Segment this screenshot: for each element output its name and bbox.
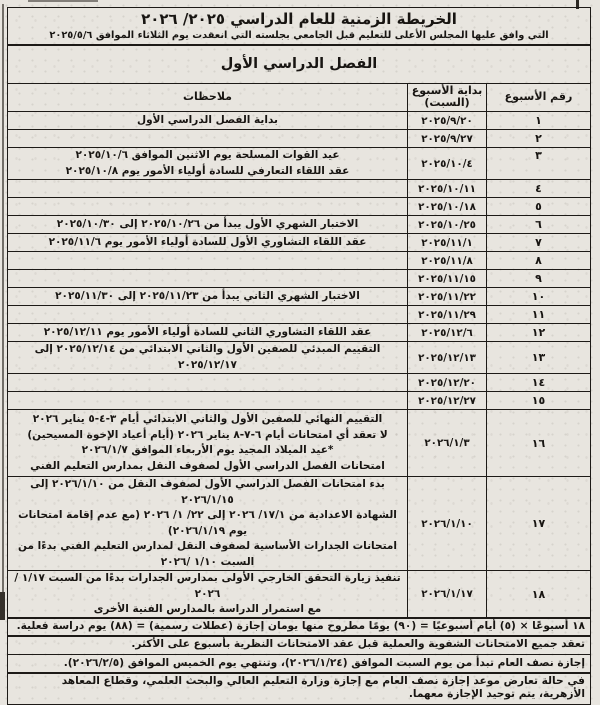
column-header-week-start [408, 83, 487, 111]
section-title: الفصل الدراسي الأول [220, 56, 378, 73]
schedule-rows [8, 112, 591, 619]
week-number-cell: ٧ [487, 234, 591, 252]
week-start-date-cell: ٢٠٢٦/١/١٠ [408, 477, 487, 571]
footnote-line: تعقد جميع الامتحانات الشفوية والعملية قبل عقد الامتحانات النظرية بأسبوع على الأكثر. [7, 635, 591, 655]
note-line: عقد اللقاء التشاوري الأول للسادة أولياء الأمور يوم ٢٠٢٥/١١/٦ [48, 235, 367, 248]
table-row [8, 410, 591, 477]
week-start-sublabel: (السبت) [424, 96, 470, 110]
page-title: الخريطة الزمنية للعام الدراسي ٢٠٢٥/ ٢٠٢٦ [141, 10, 457, 28]
note-line: الاختبار الشهري الثاني يبدأ من ٢٠٢٥/١١/٢٣ إلى ٢٠٢٥/١١/٣٠ [55, 289, 360, 302]
table-row [8, 148, 591, 180]
week-number-cell: ١٥ [487, 392, 591, 410]
table-row [8, 130, 591, 148]
week-number-cell: ١١ [487, 306, 591, 324]
week-number-cell: ١٠ [487, 288, 591, 306]
table-row [8, 324, 591, 342]
table-row [8, 234, 591, 252]
week-start-date-cell: ٢٠٢٥/١١/٢٩ [408, 306, 487, 324]
notes-cell [8, 198, 408, 216]
week-start-date-cell: ٢٠٢٥/١٠/١١ [408, 180, 487, 198]
note-line: مع استمرار الدراسة بالمدارس الفنية الأخرى [93, 603, 322, 616]
notes-cell [8, 270, 408, 288]
notes-cell [8, 112, 408, 130]
week-number-cell: ١ [487, 112, 591, 130]
table-row [8, 342, 591, 374]
note-line: بداية الفصل الدراسي الأول [137, 113, 278, 126]
notes-cell [8, 324, 408, 342]
week-start-date-cell: ٢٠٢٦/١/١٧ [408, 571, 487, 619]
notes-cell [8, 216, 408, 234]
week-start-label: بداية الأسبوع [411, 83, 483, 97]
week-number-cell: ١٧ [487, 477, 591, 571]
week-number-cell: ٨ [487, 252, 591, 270]
note-line: امتحانات الفصل الدراسي الأول لصفوف النقل بمدارس التعليم الفني [30, 459, 385, 472]
week-start-date-cell: ٢٠٢٥/١١/٢٢ [408, 288, 487, 306]
week-start-date-cell: ٢٠٢٥/١١/٨ [408, 252, 487, 270]
notes-cell [8, 148, 408, 180]
table-row [8, 288, 591, 306]
notes-cell [8, 410, 408, 477]
week-start-date-cell: ٢٠٢٥/١٢/٢٧ [408, 392, 487, 410]
scan-streak-top-left [28, 0, 98, 2]
table-row [8, 270, 591, 288]
column-header-notes: ملاحظات [8, 83, 408, 111]
week-number-cell: ٥ [487, 198, 591, 216]
footnotes [7, 617, 591, 705]
week-start-date-cell: ٢٠٢٥/١٠/٤ [408, 148, 487, 180]
footnote-line: في حالة تعارض موعد إجازة نصف العام مع إجازة وزارة التعليم العالي والبحث العلمي، وقطاع المعاهد الأزهرية، يتم توحيد الإجازة معهما. [7, 672, 591, 705]
notes-cell [8, 571, 408, 619]
week-number-cell: ٢ [487, 130, 591, 148]
week-number-cell: ١٨ [487, 571, 591, 619]
table-row [8, 306, 591, 324]
section-header [7, 44, 591, 84]
table-row [8, 571, 591, 619]
week-start-date-cell: ٢٠٢٥/١١/١٥ [408, 270, 487, 288]
notes-cell [8, 130, 408, 148]
week-number-cell: ١٢ [487, 324, 591, 342]
week-number-cell: ١٦ [487, 410, 591, 477]
notes-cell [8, 180, 408, 198]
week-start-date-cell: ٢٠٢٥/١٢/١٣ [408, 342, 487, 374]
notes-cell [8, 234, 408, 252]
footnote-line: ١٨ أسبوعًا × (٥) أيام أسبوعيًا = (٩٠) يومًا مطروح منها يومان إجازة (عطلات رسمية) = (٨٨) يوم دراسة فعلية. [7, 617, 591, 637]
note-line: لا تعقد أي امتحانات أيام ٦-٧-٨ يناير ٢٠٢٦ (أيام أعياد الإخوة المسيحين) [27, 428, 388, 441]
week-start-date-cell: ٢٠٢٥/١٢/٦ [408, 324, 487, 342]
notes-cell [8, 392, 408, 410]
scan-edge-left [2, 4, 4, 620]
table-row [8, 180, 591, 198]
table-row [8, 477, 591, 571]
notes-cell [8, 252, 408, 270]
note-line: الشهادة الاعدادية من ١٧/١/ ٢٠٢٦ إلى ٢٢/ ١/ ٢٠٢٦ (مع عدم إقامة امتحانات يوم ٢٠٢٦/١/١٩) [18, 509, 397, 537]
notes-cell [8, 477, 408, 571]
note-line: الاختبار الشهري الأول يبدأ من ٢٠٢٥/١٠/٢٦ إلى ٢٠٢٥/١٠/٣٠ [56, 217, 359, 230]
document-header [7, 7, 591, 46]
week-number-cell: ٣ [487, 148, 591, 180]
note-line: عيد القوات المسلحة يوم الاثنين الموافق ٢٠٢٥/١٠/٦ [75, 149, 340, 162]
week-number-cell: ٦ [487, 216, 591, 234]
notes-cell [8, 342, 408, 374]
column-header-week-number: رقم الأسبوع [487, 83, 591, 111]
notes-cell [8, 374, 408, 392]
note-line: عقد اللقاء التعارفي للسادة أولياء الأمور يوم ٢٠٢٥/١٠/٨ [65, 164, 350, 177]
note-line: تنفيذ زيارة التحقق الخارجي الأولى بمدارس الجدارات بدءًا من السبت ١/١٧ /٢٠٢٦ [14, 572, 401, 600]
notes-cell [8, 288, 408, 306]
week-number-cell: ١٤ [487, 374, 591, 392]
scan-smudge-bottom-left [0, 592, 5, 620]
table-row [8, 392, 591, 410]
week-number-cell: ١٣ [487, 342, 591, 374]
document-content [7, 7, 591, 705]
note-line: التقييم النهائي للصفين الأول والثاني الابتدائي أيام ٣-٤-٥ يناير ٢٠٢٦ [32, 413, 383, 426]
note-line: التقييم المبدئي للصفين الأول والثاني الابتدائي من ٢٠٢٥/١٢/١٤ إلى ٢٠٢٥/١٢/١٧ [34, 343, 381, 371]
week-start-date-cell: ٢٠٢٥/١٢/٢٠ [408, 374, 487, 392]
table-row [8, 374, 591, 392]
week-start-date-cell: ٢٠٢٥/٩/٢٠ [408, 112, 487, 130]
note-line: عقد اللقاء التشاوري الثاني للسادة أولياء الأمور يوم ٢٠٢٥/١٢/١١ [43, 325, 372, 338]
table-header-row [8, 83, 591, 111]
note-line: بدء امتحانات الفصل الدراسي الأول لصفوف النقل من ٢٠٢٦/١/١٠ إلى ٢٠٢٦/١/١٥ [30, 478, 385, 506]
table-row [8, 216, 591, 234]
page-subtitle: التي وافق عليها المجلس الأعلى للتعليم قبل الجامعي بجلسته التي انعقدت يوم الثلاثاء الموافق ٢٠٢٥/٥/٦ [49, 30, 549, 41]
note-line: امتحانات الجدارات الأساسية لصفوف النقل لمدارس التعليم الفني بدءًا من السبت ١/١٠ /٢٠٢٦ [18, 540, 397, 568]
note-line: *عيد الميلاد المجيد يوم الأربعاء الموافق ٢٠٢٦/١/٧ [81, 444, 334, 457]
week-start-date-cell: ٢٠٢٥/١٠/٢٥ [408, 216, 487, 234]
notes-cell [8, 306, 408, 324]
semester-schedule-table [7, 83, 591, 619]
week-number-cell: ٤ [487, 180, 591, 198]
footnote-line: إجازة نصف العام تبدأ من يوم السبت الموافق (٢٠٢٦/١/٢٤)، وتنتهي يوم الخميس الموافق (٢٠٢٦/٢/٥). [7, 654, 591, 674]
week-start-date-cell: ٢٠٢٥/٩/٢٧ [408, 130, 487, 148]
table-row [8, 198, 591, 216]
week-start-date-cell: ٢٠٢٥/١١/١ [408, 234, 487, 252]
week-number-cell: ٩ [487, 270, 591, 288]
table-row [8, 252, 591, 270]
week-start-date-cell: ٢٠٢٦/١/٣ [408, 410, 487, 477]
table-row [8, 112, 591, 130]
week-start-date-cell: ٢٠٢٥/١٠/١٨ [408, 198, 487, 216]
